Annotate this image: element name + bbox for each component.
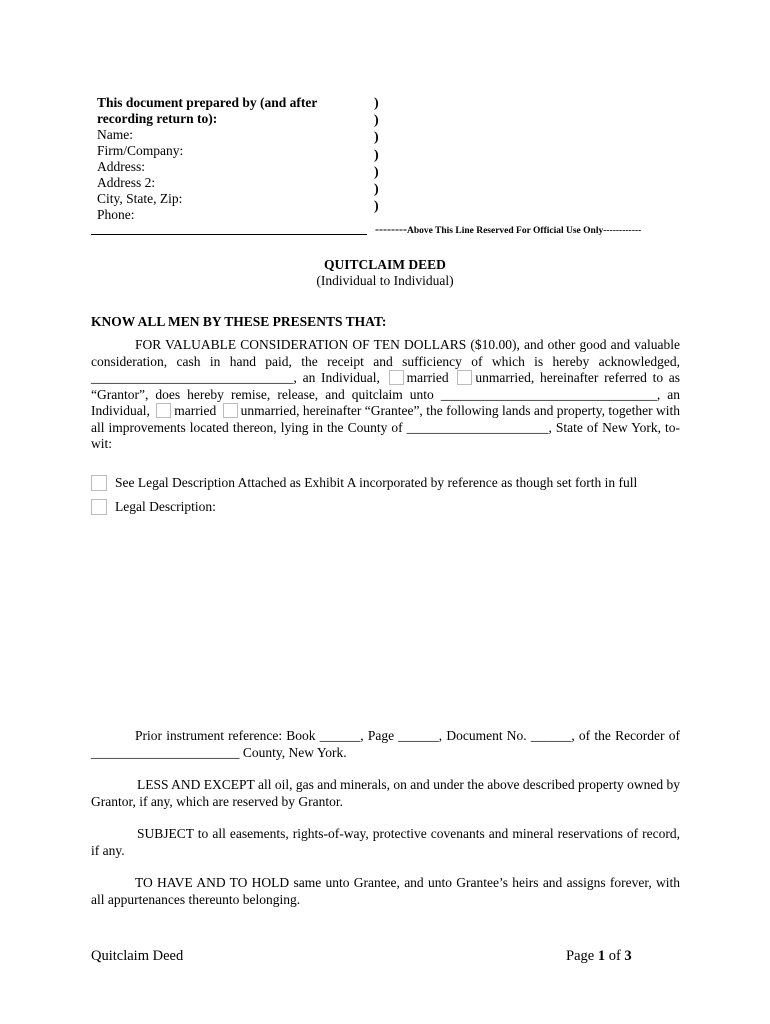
preparer-heading: This document prepared by (and after recording return to): [97,95,318,126]
preparer-field-address2: Address 2: [97,175,156,190]
county-blank[interactable]: _____________________ [406,419,549,435]
subject-text: SUBJECT to all easements, rights-of-way, protective covenants and mineral reservations of record, if any. [91,826,680,858]
footer-page-word: Page [566,948,595,964]
bracket-column [374,95,379,215]
document-title: QUITCLAIM DEED [324,257,446,272]
preparer-field-city: City, State, Zip: [97,191,183,206]
grantor-individual-text: , an Individual, [293,370,380,385]
to-have-text: TO HAVE AND TO HOLD same unto Grantee, and unto Grantee’s heirs and assigns forever, with all appurtenances thereunto belonging. [91,875,680,907]
subject-paragraph [91,826,680,859]
paren: ) [374,164,379,180]
document-subtitle: (Individual to Individual) [316,273,454,288]
exhibit-a-option[interactable] [91,475,637,491]
preparer-block [97,95,367,223]
paren: ) [374,182,379,198]
exhibit-a-checkbox[interactable] [91,475,107,491]
preparer-divider [91,234,367,235]
paren: ) [374,130,379,146]
footer-current-page: 1 [597,948,606,964]
exhibit-a-label: See Legal Description Attached as Exhibit A incorporated by reference as though set forth in full [115,475,638,490]
footer-total-pages: 3 [624,948,632,964]
consideration-text: FOR VALUABLE CONSIDERATION OF TEN DOLLARS ($10.00), and other good and valuable consideration, cash in hand paid, the receipt and sufficiency of which is hereby acknowledged, [91,337,680,369]
footer-page-number [566,948,632,965]
to-have-paragraph [91,875,680,908]
grantee-married-label: married [174,403,217,418]
preparer-field-phone: Phone: [97,207,135,222]
paren: ) [374,199,379,215]
paren: ) [374,147,379,163]
legal-description-option[interactable] [91,499,216,515]
footer-of-word: of [608,948,621,964]
less-except-text: LESS AND EXCEPT all oil, gas and minerals, on and under the above described property owned by Grantor, if any, which are reserved by Grantor. [91,777,680,809]
legal-description-label: Legal Description: [115,499,216,514]
reserved-dashes-left: -------- [375,222,407,236]
reserved-text: Above This Line Reserved For Official Use Only [406,226,604,236]
less-except-paragraph [91,777,680,810]
paren: ) [374,96,379,111]
grantee-unmarried-text: unmarried, hereinafter “Grantee”, the following lands and property, together with all improvements located thereon, lying in the County of [91,403,680,435]
grantor-unmarried-checkbox[interactable] [457,370,472,385]
grantee-individual-text: , an Individual, [91,386,681,418]
reserved-dashes-right: ------------ [603,226,642,236]
prior-instrument-paragraph [91,728,680,761]
footer-doc-name: Quitclaim Deed [91,948,184,964]
grantor-married-label: married [406,370,449,385]
know-all-heading: KNOW ALL MEN BY THESE PRESENTS THAT: [91,314,387,329]
legal-description-checkbox[interactable] [91,499,107,515]
grantee-married-checkbox[interactable] [156,403,171,418]
grantor-unmarried-text: unmarried, hereinafter referred to as “Grantor”, does hereby remise, release, and quitclaim unto [91,370,681,402]
paren: ) [374,113,379,129]
state-text: , State of New York, to-wit: [91,419,681,451]
consideration-paragraph [91,337,680,453]
preparer-field-firm: Firm/Company: [97,143,184,158]
reserved-line [375,222,641,237]
prior-instrument-text: Prior instrument reference: Book ______, Page ______, Document No. ______, of the Recorder of ______________________ County, New York. [91,728,680,760]
grantee-name-blank[interactable]: ________________________________ [440,386,657,402]
preparer-field-address: Address: [97,159,145,174]
grantor-name-blank[interactable]: ______________________________ [91,370,294,385]
grantor-married-checkbox[interactable] [389,370,404,385]
grantee-unmarried-checkbox[interactable] [223,403,238,418]
preparer-field-name: Name: [97,127,133,142]
